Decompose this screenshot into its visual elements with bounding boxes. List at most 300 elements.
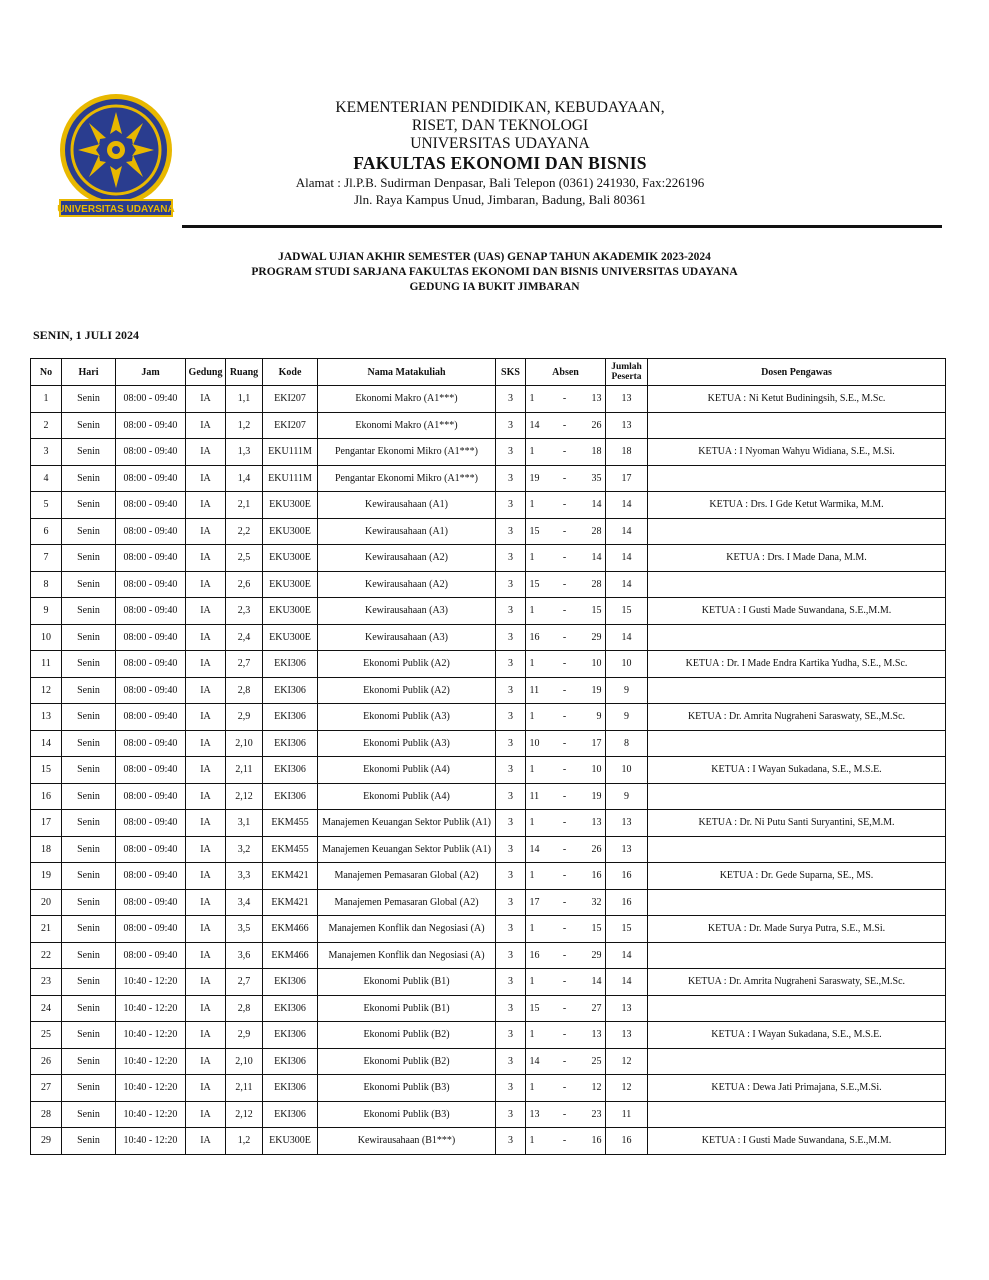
cell-kode: EKI306 (263, 651, 318, 678)
table-row (31, 651, 946, 678)
absen-separator: - (562, 923, 567, 935)
cell-sks: 3 (496, 571, 526, 598)
absen-start: 11 (529, 684, 540, 696)
cell-no: 12 (31, 677, 62, 704)
cell-gedung: IA (186, 545, 226, 572)
cell-jam: 08:00 - 09:40 (116, 757, 186, 784)
cell-jam: 08:00 - 09:40 (116, 810, 186, 837)
cell-absen (526, 1101, 606, 1128)
cell-ruang: 3,5 (226, 916, 263, 943)
cell-hari: Senin (62, 704, 116, 731)
cell-dosen: KETUA : Dr. Amrita Nugraheni Saraswaty, SE.,M.Sc. (648, 969, 946, 996)
cell-ruang: 2,11 (226, 1075, 263, 1102)
absen-separator: - (562, 1135, 567, 1147)
cell-dosen: KETUA : Ni Ketut Budiningsih, S.E., M.Sc. (648, 386, 946, 413)
table-row (31, 1022, 946, 1049)
cell-absen (526, 1128, 606, 1155)
cell-nama: Kewirausahaan (A2) (318, 545, 496, 572)
cell-kode: EKI306 (263, 730, 318, 757)
cell-kode: EKI207 (263, 412, 318, 439)
cell-jumlah: 12 (606, 1075, 648, 1102)
cell-sks: 3 (496, 518, 526, 545)
cell-no: 25 (31, 1022, 62, 1049)
cell-jam: 08:00 - 09:40 (116, 730, 186, 757)
absen-end: 28 (591, 525, 602, 537)
cell-kode: EKI306 (263, 677, 318, 704)
absen-separator: - (562, 446, 567, 458)
cell-dosen (648, 1101, 946, 1128)
cell-jam: 10:40 - 12:20 (116, 995, 186, 1022)
cell-sks: 3 (496, 1048, 526, 1075)
absen-end: 26 (591, 843, 602, 855)
cell-gedung: IA (186, 677, 226, 704)
absen-end: 26 (591, 419, 602, 431)
cell-kode: EKU300E (263, 598, 318, 625)
cell-jam: 08:00 - 09:40 (116, 465, 186, 492)
cell-no: 4 (31, 465, 62, 492)
absen-separator: - (562, 1082, 567, 1094)
cell-sks: 3 (496, 889, 526, 916)
cell-ruang: 2,12 (226, 1101, 263, 1128)
cell-absen (526, 1075, 606, 1102)
absen-separator: - (562, 896, 567, 908)
table-row (31, 916, 946, 943)
cell-kode: EKU300E (263, 492, 318, 519)
cell-no: 3 (31, 439, 62, 466)
cell-absen (526, 571, 606, 598)
cell-sks: 3 (496, 810, 526, 837)
absen-start: 1 (529, 1082, 535, 1094)
absen-end: 35 (591, 472, 602, 484)
cell-ruang: 2,6 (226, 571, 263, 598)
absen-start: 1 (529, 552, 535, 564)
absen-start: 14 (529, 843, 540, 855)
absen-separator: - (562, 499, 567, 511)
cell-kode: EKU300E (263, 624, 318, 651)
cell-gedung: IA (186, 1101, 226, 1128)
cell-gedung: IA (186, 810, 226, 837)
cell-jam: 10:40 - 12:20 (116, 1048, 186, 1075)
cell-no: 5 (31, 492, 62, 519)
cell-sks: 3 (496, 439, 526, 466)
cell-sks: 3 (496, 942, 526, 969)
table-row (31, 757, 946, 784)
cell-sks: 3 (496, 677, 526, 704)
absen-start: 10 (529, 737, 540, 749)
cell-sks: 3 (496, 1128, 526, 1155)
cell-no: 7 (31, 545, 62, 572)
cell-kode: EKI306 (263, 1048, 318, 1075)
university-name: UNIVERSITAS UDAYANA (410, 135, 590, 152)
cell-jumlah: 8 (606, 730, 648, 757)
cell-nama: Ekonomi Publik (B1) (318, 969, 496, 996)
table-row (31, 810, 946, 837)
cell-kode: EKI306 (263, 757, 318, 784)
table-row (31, 969, 946, 996)
absen-start: 1 (529, 446, 535, 458)
cell-jumlah: 15 (606, 916, 648, 943)
cell-hari: Senin (62, 1128, 116, 1155)
cell-kode: EKI306 (263, 704, 318, 731)
cell-dosen: KETUA : I Wayan Sukadana, S.E., M.S.E. (648, 1022, 946, 1049)
cell-no: 23 (31, 969, 62, 996)
cell-no: 2 (31, 412, 62, 439)
cell-dosen (648, 995, 946, 1022)
cell-nama: Ekonomi Publik (A4) (318, 757, 496, 784)
table-row (31, 439, 946, 466)
cell-dosen: KETUA : I Gusti Made Suwandana, S.E.,M.M. (648, 1128, 946, 1155)
cell-hari: Senin (62, 836, 116, 863)
cell-absen (526, 704, 606, 731)
absen-end: 14 (591, 976, 602, 988)
cell-jumlah: 16 (606, 863, 648, 890)
cell-ruang: 2,7 (226, 969, 263, 996)
cell-sks: 3 (496, 1101, 526, 1128)
cell-no: 22 (31, 942, 62, 969)
cell-jumlah: 13 (606, 810, 648, 837)
cell-gedung: IA (186, 863, 226, 890)
cell-jumlah: 15 (606, 598, 648, 625)
cell-hari: Senin (62, 942, 116, 969)
table-row (31, 1101, 946, 1128)
absen-end: 10 (591, 658, 602, 670)
col-nama: Nama Matakuliah (318, 359, 496, 386)
header-divider (182, 225, 942, 228)
cell-sks: 3 (496, 598, 526, 625)
absen-end: 13 (591, 1029, 602, 1041)
col-no: No (31, 359, 62, 386)
table-row (31, 1128, 946, 1155)
cell-dosen (648, 624, 946, 651)
cell-hari: Senin (62, 969, 116, 996)
cell-no: 17 (31, 810, 62, 837)
cell-gedung: IA (186, 412, 226, 439)
cell-absen (526, 492, 606, 519)
exam-date: SENIN, 1 JULI 2024 (33, 328, 140, 342)
cell-gedung: IA (186, 571, 226, 598)
cell-nama: Ekonomi Publik (B3) (318, 1101, 496, 1128)
cell-no: 8 (31, 571, 62, 598)
cell-nama: Manajemen Keuangan Sektor Publik (A1) (318, 810, 496, 837)
cell-jumlah: 13 (606, 836, 648, 863)
cell-jumlah: 14 (606, 492, 648, 519)
absen-start: 1 (529, 711, 535, 723)
table-row (31, 545, 946, 572)
cell-no: 29 (31, 1128, 62, 1155)
absen-end: 9 (596, 711, 602, 723)
cell-absen (526, 969, 606, 996)
cell-jumlah: 12 (606, 1048, 648, 1075)
table-row (31, 492, 946, 519)
cell-kode: EKU300E (263, 545, 318, 572)
cell-nama: Kewirausahaan (A1) (318, 518, 496, 545)
cell-absen (526, 757, 606, 784)
cell-kode: EKM455 (263, 836, 318, 863)
cell-no: 1 (31, 386, 62, 413)
absen-start: 1 (529, 1029, 535, 1041)
cell-jam: 08:00 - 09:40 (116, 518, 186, 545)
cell-ruang: 3,4 (226, 889, 263, 916)
cell-jam: 08:00 - 09:40 (116, 439, 186, 466)
cell-sks: 3 (496, 863, 526, 890)
cell-gedung: IA (186, 1128, 226, 1155)
cell-nama: Kewirausahaan (A3) (318, 598, 496, 625)
cell-kode: EKU300E (263, 571, 318, 598)
absen-end: 19 (591, 790, 602, 802)
cell-nama: Ekonomi Publik (A2) (318, 677, 496, 704)
cell-jam: 08:00 - 09:40 (116, 624, 186, 651)
cell-jam: 10:40 - 12:20 (116, 1101, 186, 1128)
absen-separator: - (562, 843, 567, 855)
cell-jumlah: 17 (606, 465, 648, 492)
cell-ruang: 2,4 (226, 624, 263, 651)
cell-nama: Manajemen Pemasaran Global (A2) (318, 889, 496, 916)
cell-gedung: IA (186, 916, 226, 943)
cell-jam: 08:00 - 09:40 (116, 677, 186, 704)
document-title (0, 250, 989, 295)
absen-end: 29 (591, 949, 602, 961)
cell-gedung: IA (186, 439, 226, 466)
cell-nama: Ekonomi Publik (A4) (318, 783, 496, 810)
absen-start: 1 (529, 870, 535, 882)
cell-kode: EKU300E (263, 1128, 318, 1155)
cell-ruang: 2,10 (226, 730, 263, 757)
cell-dosen (648, 783, 946, 810)
absen-separator: - (562, 764, 567, 776)
absen-separator: - (562, 631, 567, 643)
cell-nama: Ekonomi Publik (B2) (318, 1022, 496, 1049)
cell-gedung: IA (186, 995, 226, 1022)
cell-nama: Manajemen Keuangan Sektor Publik (A1) (318, 836, 496, 863)
cell-jumlah: 14 (606, 969, 648, 996)
cell-dosen: KETUA : Dr. I Made Endra Kartika Yudha, S.E., M.Sc. (648, 651, 946, 678)
cell-ruang: 2,9 (226, 704, 263, 731)
cell-absen (526, 386, 606, 413)
cell-nama: Ekonomi Publik (B1) (318, 995, 496, 1022)
cell-sks: 3 (496, 995, 526, 1022)
cell-dosen: KETUA : I Nyoman Wahyu Widiana, S.E., M.Si. (648, 439, 946, 466)
table-row (31, 942, 946, 969)
table-row (31, 704, 946, 731)
cell-gedung: IA (186, 651, 226, 678)
table-row (31, 571, 946, 598)
cell-nama: Kewirausahaan (A2) (318, 571, 496, 598)
cell-dosen (648, 465, 946, 492)
cell-absen (526, 836, 606, 863)
absen-end: 27 (591, 1002, 602, 1014)
cell-no: 26 (31, 1048, 62, 1075)
cell-hari: Senin (62, 1022, 116, 1049)
col-dosen: Dosen Pengawas (648, 359, 946, 386)
cell-jam: 08:00 - 09:40 (116, 651, 186, 678)
cell-kode: EKI306 (263, 995, 318, 1022)
cell-dosen (648, 942, 946, 969)
cell-absen (526, 810, 606, 837)
absen-start: 19 (529, 472, 540, 484)
cell-hari: Senin (62, 1048, 116, 1075)
table-row (31, 1048, 946, 1075)
cell-ruang: 2,3 (226, 598, 263, 625)
cell-kode: EKI306 (263, 783, 318, 810)
table-row (31, 677, 946, 704)
university-logo (56, 94, 176, 218)
cell-kode: EKU111M (263, 439, 318, 466)
cell-gedung: IA (186, 624, 226, 651)
table-row (31, 518, 946, 545)
cell-absen (526, 545, 606, 572)
absen-start: 1 (529, 605, 535, 617)
col-sks: SKS (496, 359, 526, 386)
absen-start: 1 (529, 1135, 535, 1147)
absen-start: 15 (529, 578, 540, 590)
cell-sks: 3 (496, 836, 526, 863)
cell-sks: 3 (496, 465, 526, 492)
cell-hari: Senin (62, 651, 116, 678)
cell-nama: Pengantar Ekonomi Mikro (A1***) (318, 439, 496, 466)
cell-absen (526, 916, 606, 943)
cell-no: 28 (31, 1101, 62, 1128)
cell-dosen: KETUA : Dewa Jati Primajana, S.E.,M.Si. (648, 1075, 946, 1102)
cell-hari: Senin (62, 783, 116, 810)
cell-dosen: KETUA : I Wayan Sukadana, S.E., M.S.E. (648, 757, 946, 784)
cell-jam: 08:00 - 09:40 (116, 916, 186, 943)
col-ruang: Ruang (226, 359, 263, 386)
cell-jumlah: 13 (606, 412, 648, 439)
cell-ruang: 2,12 (226, 783, 263, 810)
cell-no: 19 (31, 863, 62, 890)
cell-kode: EKI306 (263, 969, 318, 996)
cell-nama: Kewirausahaan (B1***) (318, 1128, 496, 1155)
cell-ruang: 2,11 (226, 757, 263, 784)
cell-ruang: 3,3 (226, 863, 263, 890)
table-header-row (31, 359, 946, 386)
cell-kode: EKI306 (263, 1075, 318, 1102)
cell-jumlah: 16 (606, 1128, 648, 1155)
table-row (31, 598, 946, 625)
cell-hari: Senin (62, 757, 116, 784)
absen-separator: - (562, 1029, 567, 1041)
cell-hari: Senin (62, 545, 116, 572)
cell-dosen (648, 677, 946, 704)
cell-gedung: IA (186, 598, 226, 625)
cell-ruang: 1,2 (226, 412, 263, 439)
cell-nama: Manajemen Pemasaran Global (A2) (318, 863, 496, 890)
cell-jam: 10:40 - 12:20 (116, 1128, 186, 1155)
cell-dosen: KETUA : Dr. Gede Suparna, SE., MS. (648, 863, 946, 890)
absen-separator: - (562, 393, 567, 405)
cell-dosen: KETUA : I Gusti Made Suwandana, S.E.,M.M. (648, 598, 946, 625)
cell-hari: Senin (62, 863, 116, 890)
cell-ruang: 2,8 (226, 677, 263, 704)
cell-gedung: IA (186, 836, 226, 863)
cell-absen (526, 651, 606, 678)
cell-hari: Senin (62, 624, 116, 651)
cell-jam: 08:00 - 09:40 (116, 545, 186, 572)
cell-sks: 3 (496, 969, 526, 996)
cell-jam: 08:00 - 09:40 (116, 889, 186, 916)
cell-ruang: 1,1 (226, 386, 263, 413)
absen-separator: - (562, 472, 567, 484)
cell-ruang: 2,9 (226, 1022, 263, 1049)
cell-gedung: IA (186, 704, 226, 731)
cell-nama: Ekonomi Publik (A2) (318, 651, 496, 678)
table-row (31, 412, 946, 439)
cell-gedung: IA (186, 969, 226, 996)
absen-separator: - (562, 1055, 567, 1067)
cell-ruang: 2,7 (226, 651, 263, 678)
cell-sks: 3 (496, 730, 526, 757)
absen-end: 10 (591, 764, 602, 776)
col-gedung: Gedung (186, 359, 226, 386)
cell-jumlah: 13 (606, 386, 648, 413)
absen-end: 19 (591, 684, 602, 696)
cell-sks: 3 (496, 1075, 526, 1102)
cell-absen (526, 942, 606, 969)
cell-jam: 10:40 - 12:20 (116, 1022, 186, 1049)
letterhead (220, 99, 780, 208)
cell-gedung: IA (186, 757, 226, 784)
cell-gedung: IA (186, 1022, 226, 1049)
cell-dosen: KETUA : Dr. Ni Putu Santi Suryantini, SE,M.M. (648, 810, 946, 837)
cell-nama: Ekonomi Publik (A3) (318, 730, 496, 757)
cell-gedung: IA (186, 386, 226, 413)
cell-absen (526, 412, 606, 439)
col-jumlah-peserta: Jumlah Peserta (606, 359, 648, 386)
cell-no: 10 (31, 624, 62, 651)
cell-jam: 08:00 - 09:40 (116, 783, 186, 810)
absen-separator: - (562, 790, 567, 802)
address-line-1: Alamat : Jl.P.B. Sudirman Denpasar, Bali Telepon (0361) 241930, Fax:226196 (295, 175, 705, 190)
cell-ruang: 3,6 (226, 942, 263, 969)
table-row (31, 995, 946, 1022)
absen-end: 13 (591, 393, 602, 405)
absen-start: 14 (529, 419, 540, 431)
absen-separator: - (562, 552, 567, 564)
cell-nama: Manajemen Konflik dan Negosiasi (A) (318, 916, 496, 943)
absen-end: 14 (591, 499, 602, 511)
absen-end: 23 (591, 1108, 602, 1120)
absen-separator: - (562, 737, 567, 749)
absen-start: 14 (529, 1055, 540, 1067)
absen-end: 13 (591, 817, 602, 829)
cell-no: 13 (31, 704, 62, 731)
cell-hari: Senin (62, 995, 116, 1022)
cell-jam: 08:00 - 09:40 (116, 942, 186, 969)
table-row (31, 863, 946, 890)
cell-ruang: 3,2 (226, 836, 263, 863)
title-line-2: PROGRAM STUDI SARJANA FAKULTAS EKONOMI DAN BISNIS UNIVERSITAS UDAYANA (251, 266, 738, 278)
absen-start: 15 (529, 1002, 540, 1014)
cell-jumlah: 9 (606, 677, 648, 704)
ministry-line-1: KEMENTERIAN PENDIDIKAN, KEBUDAYAAN, (335, 99, 665, 116)
cell-sks: 3 (496, 757, 526, 784)
cell-dosen (648, 836, 946, 863)
absen-end: 12 (591, 1082, 602, 1094)
cell-nama: Pengantar Ekonomi Mikro (A1***) (318, 465, 496, 492)
cell-jumlah: 14 (606, 624, 648, 651)
cell-dosen (648, 1048, 946, 1075)
absen-start: 1 (529, 764, 535, 776)
absen-end: 16 (591, 1135, 602, 1147)
cell-jam: 08:00 - 09:40 (116, 704, 186, 731)
cell-absen (526, 995, 606, 1022)
cell-jam: 10:40 - 12:20 (116, 969, 186, 996)
col-jam: Jam (116, 359, 186, 386)
cell-hari: Senin (62, 518, 116, 545)
cell-gedung: IA (186, 518, 226, 545)
absen-end: 14 (591, 552, 602, 564)
cell-dosen: KETUA : Dr. Amrita Nugraheni Saraswaty, SE.,M.Sc. (648, 704, 946, 731)
